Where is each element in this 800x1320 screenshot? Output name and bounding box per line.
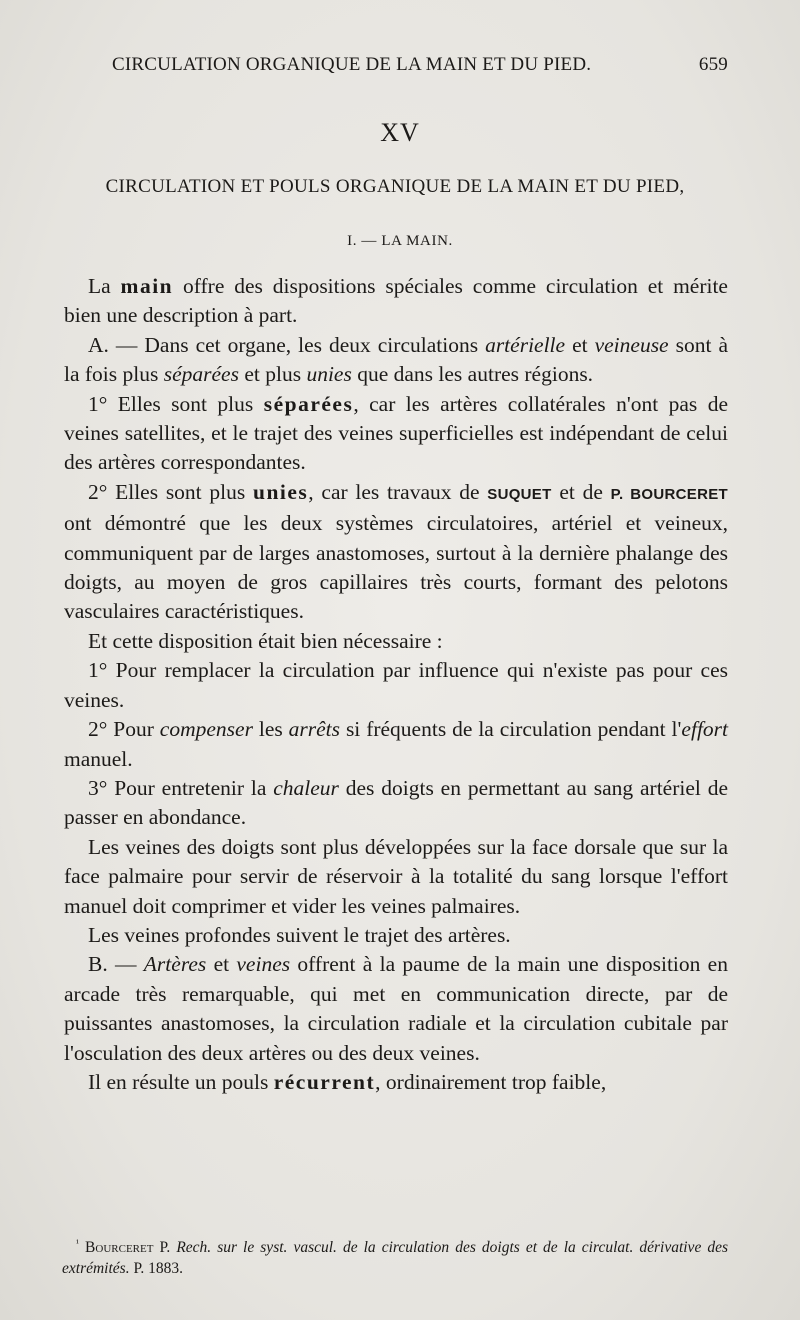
- footnote-author: Bourceret P.: [85, 1239, 171, 1257]
- author-name: SUQUET: [487, 485, 552, 503]
- chapter-number: XV: [380, 118, 420, 147]
- paragraph: 2° Elles sont plus unies, car les travaux de SUQUET et de P. BOURCERET ont démontré que les deux systèmes circulatoires, artériel et veineux, communiquent par de larges anastomoses, surtout à la dernière phalange des doigts, au moyen de gros capillaires très courts, formant des pelotons vasculaires caractéristiques.: [64, 479, 728, 624]
- chapter-title: CIRCULATION ET POULS ORGANIQUE DE LA MAIN ET DU PIED,: [105, 176, 685, 197]
- paragraph: 1° Elles sont plus séparées, car les artères collatérales n'ont pas de veines satellites, et le trajet des veines superficielles est indépendant de celui des artères correspondantes.: [64, 391, 728, 475]
- paragraph: B. — Artères et veines offrent à la paume de la main une disposition en arcade très remarquable, qui met en communication directe, par de puissantes anastomoses, la circulation radiale et la circulation cubitale par l'osculation des deux artères ou des deux veines.: [64, 952, 728, 1065]
- paragraph: Les veines profondes suivent le trajet des artères.: [88, 922, 511, 947]
- paragraph: 3° Pour entretenir la chaleur des doigts en permettant au sang artériel de passer en abondance.: [64, 775, 728, 830]
- paragraph: 2° Pour compenser les arrêts si fréquents de la circulation pendant l'effort manuel.: [64, 717, 729, 771]
- running-head: [112, 54, 728, 76]
- footnote-marker: ¹: [76, 1238, 79, 1249]
- body-text: [64, 272, 728, 1097]
- paragraph: Il en résulte un pouls récurrent, ordinairement trop faible,: [88, 1069, 607, 1094]
- footnote-title: Rech. sur le syst. vascul. de la circulation des doigts et de la circulat. dérivative des extrémités.: [62, 1239, 729, 1278]
- running-title: CIRCULATION ORGANIQUE DE LA MAIN ET DU PIED.: [112, 54, 592, 75]
- paragraph: A. — Dans cet organe, les deux circulations artérielle et veineuse sont à la fois plus séparées et plus unies que dans les autres régions.: [64, 332, 728, 387]
- page-number: 659: [698, 54, 728, 75]
- footnote: [62, 1233, 728, 1279]
- paragraph: La main offre des dispositions spéciales comme circulation et mérite bien une description à part.: [64, 274, 728, 328]
- footnote-year: P. 1883.: [133, 1260, 183, 1278]
- author-name: P. BOURCERET: [610, 485, 728, 503]
- paragraph: 1° Pour remplacer la circulation par influence qui n'existe pas pour ces veines.: [64, 658, 728, 712]
- section-title: I. — LA MAIN.: [347, 233, 453, 249]
- paragraph: Les veines des doigts sont plus développées sur la face dorsale que sur la face palmaire pour servir de réservoir à la totalité du sang lorsque l'effort manuel doit comprimer et vider les veines palmaires.: [64, 834, 728, 918]
- paragraph: Et cette disposition était bien nécessaire :: [88, 628, 443, 653]
